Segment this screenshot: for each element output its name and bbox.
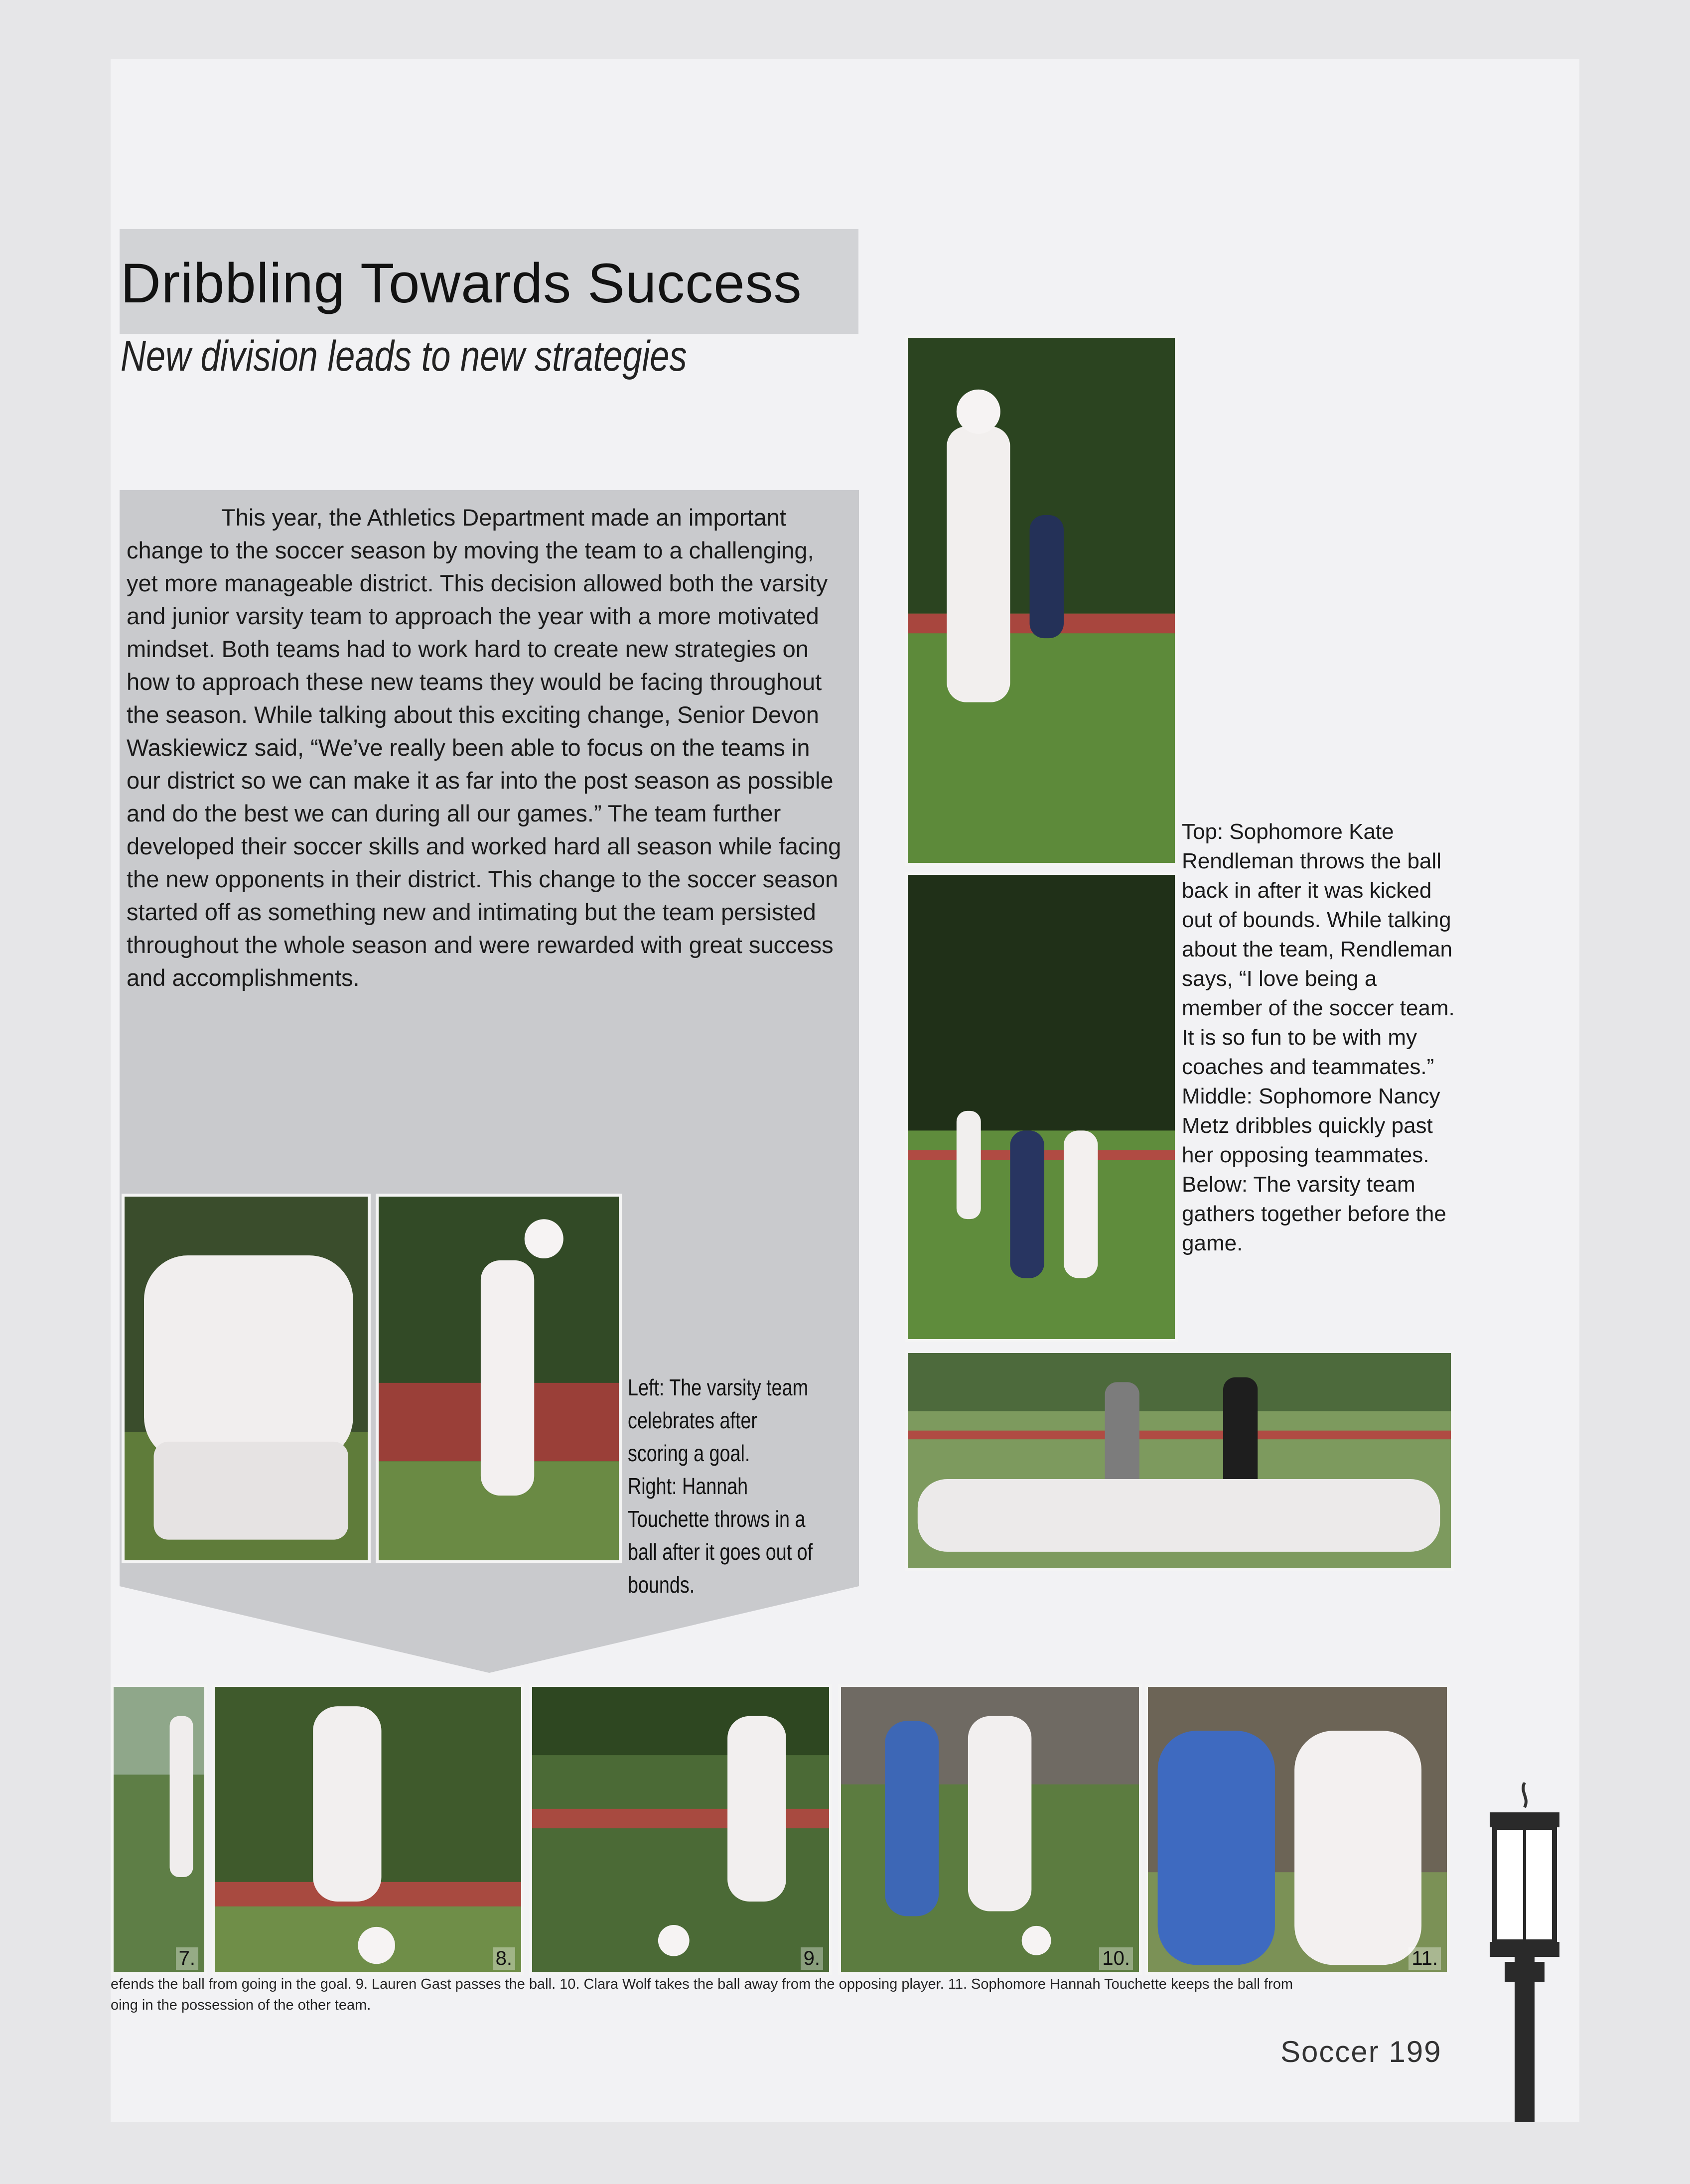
photo-throw-in-top bbox=[905, 335, 1178, 866]
strip-photo-9 bbox=[529, 1684, 832, 1975]
strip-photo-7 bbox=[111, 1684, 207, 1975]
photo-celebration bbox=[122, 1194, 371, 1563]
caption-left: Left: The varsity team celebrates after scoring a goal. Right: Hannah Touchette throws in a ball after it goes out of bounds. bbox=[628, 1374, 813, 1598]
photo-hannah-throw-in bbox=[376, 1194, 622, 1563]
strip-number: 8. bbox=[493, 1947, 515, 1970]
lamp-post-icon bbox=[1480, 1782, 1569, 2122]
article-body: This year, the Athletics Department made an important change to the soccer season by moving the team to a challenging, yet more manageable district. This decision allowed both the varsity and junior varsity team to approach the year with a more motivated mindset. Both teams had to work hard to create new strategies on how to approach these new teams they would be facing throughout the season. While talking about this exciting change, Senior Devon Waskiewicz said, “We’ve really been able to focus on the teams in our district so we can make it as far into the post season as possible and do the best we can during all our games.” The team further developed their soccer skills and worked hard all season while facing the new opponents in their district. This change to the soccer season started off as something new and intimating but the team persisted throughout the whole season and were rewarded with great success and accomplishments. bbox=[127, 504, 842, 991]
article-title: Dribbling Towards Success bbox=[121, 252, 802, 314]
yearbook-page bbox=[111, 59, 1579, 2122]
strip-number: 11. bbox=[1408, 1947, 1441, 1970]
page-folio: Soccer 199 bbox=[1280, 2035, 1442, 2068]
article-subtitle: New division leads to new strategies bbox=[121, 332, 687, 380]
photo-team-gathers bbox=[905, 1350, 1454, 1571]
strip-caption: efends the ball from going in the goal. 9. Lauren Gast passes the ball. 10. Clara Wolf takes the ball away from the opposing player. 11. Sophomore Hannah Touchette keeps the ball from oing in the possession of the other team. bbox=[111, 1976, 1293, 2013]
caption-right: Top: Sophomore Kate Rendleman throws the ball back in after it was kicked out of bounds. While talking about the team, Rendleman says, “I love being a member of the soccer team. It is so fun to be with my coaches and teammates.” Middle: Sophomore Nancy Metz dribbles quickly past her opposing teammates. Below: The varsity team gathers together before the game. bbox=[1182, 819, 1455, 1255]
strip-photo-11 bbox=[1145, 1684, 1450, 1975]
strip-photo-8 bbox=[212, 1684, 524, 1975]
strip-number: 10. bbox=[1099, 1947, 1133, 1970]
photo-dribble-middle bbox=[905, 872, 1178, 1342]
strip-number: 9. bbox=[801, 1947, 823, 1970]
strip-photo-10 bbox=[838, 1684, 1142, 1975]
strip-number: 7. bbox=[176, 1947, 198, 1970]
